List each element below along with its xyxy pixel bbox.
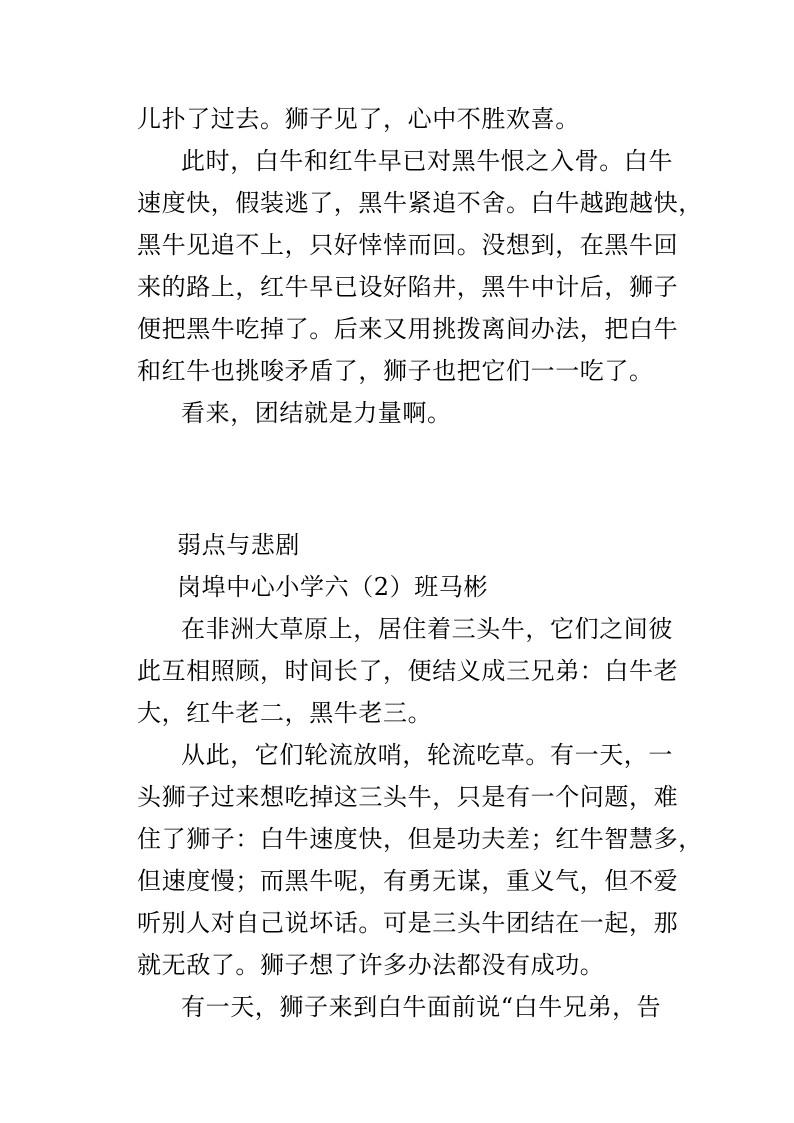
paragraph-line: 黑牛见追不上，只好悻悻而回。没想到，在黑牛回: [137, 231, 679, 259]
paragraph-line: 看来，团结就是力量啊。: [181, 399, 452, 427]
paragraph-line: 住了狮子：白牛速度快，但是功夫差；红牛智慧多，: [137, 825, 703, 853]
paragraph-line: 头狮子过来想吃掉这三头牛，只是有一个问题，难: [137, 783, 679, 811]
paragraph-line: 从此，它们轮流放哨，轮流吃草。有一天，一: [181, 741, 673, 769]
paragraph-line: 速度快，假装逃了，黑牛紧追不舍。白牛越跑越快，: [137, 189, 703, 217]
paragraph-line: 大，红牛老二，黑牛老三。: [137, 699, 433, 727]
paragraph-line: 但速度慢；而黑牛呢，有勇无谋，重义气，但不爱: [137, 867, 679, 895]
paragraph-line: 就无敌了。狮子想了许多办法都没有成功。: [137, 951, 605, 979]
paragraph-line: 来的路上，红牛早已设好陷井，黑牛中计后，狮子: [137, 273, 679, 301]
paragraph-line: 便把黑牛吃掉了。后来又用挑拨离间办法，把白牛: [137, 315, 679, 343]
paragraph-line: 有一天，狮子来到白牛面前说“白牛兄弟，告: [181, 993, 662, 1021]
essay-author: 岗埠中心小学六（2）班马彬: [177, 573, 489, 601]
essay-title: 弱点与悲剧: [177, 531, 300, 559]
paragraph-line: 听别人对自己说坏话。可是三头牛团结在一起，那: [137, 909, 679, 937]
paragraph-line: 此时，白牛和红牛早已对黑牛恨之入骨。白牛: [181, 147, 673, 175]
paragraph-line: 和红牛也挑唆矛盾了，狮子也把它们一一吃了。: [137, 357, 654, 385]
paragraph-line: 此互相照顾，时间长了，便结义成三兄弟：白牛老: [137, 657, 679, 685]
paragraph-line: 儿扑了过去。狮子见了，心中不胜欢喜。: [137, 105, 580, 133]
paragraph-line: 在非洲大草原上，居住着三头牛，它们之间彼: [181, 615, 673, 643]
